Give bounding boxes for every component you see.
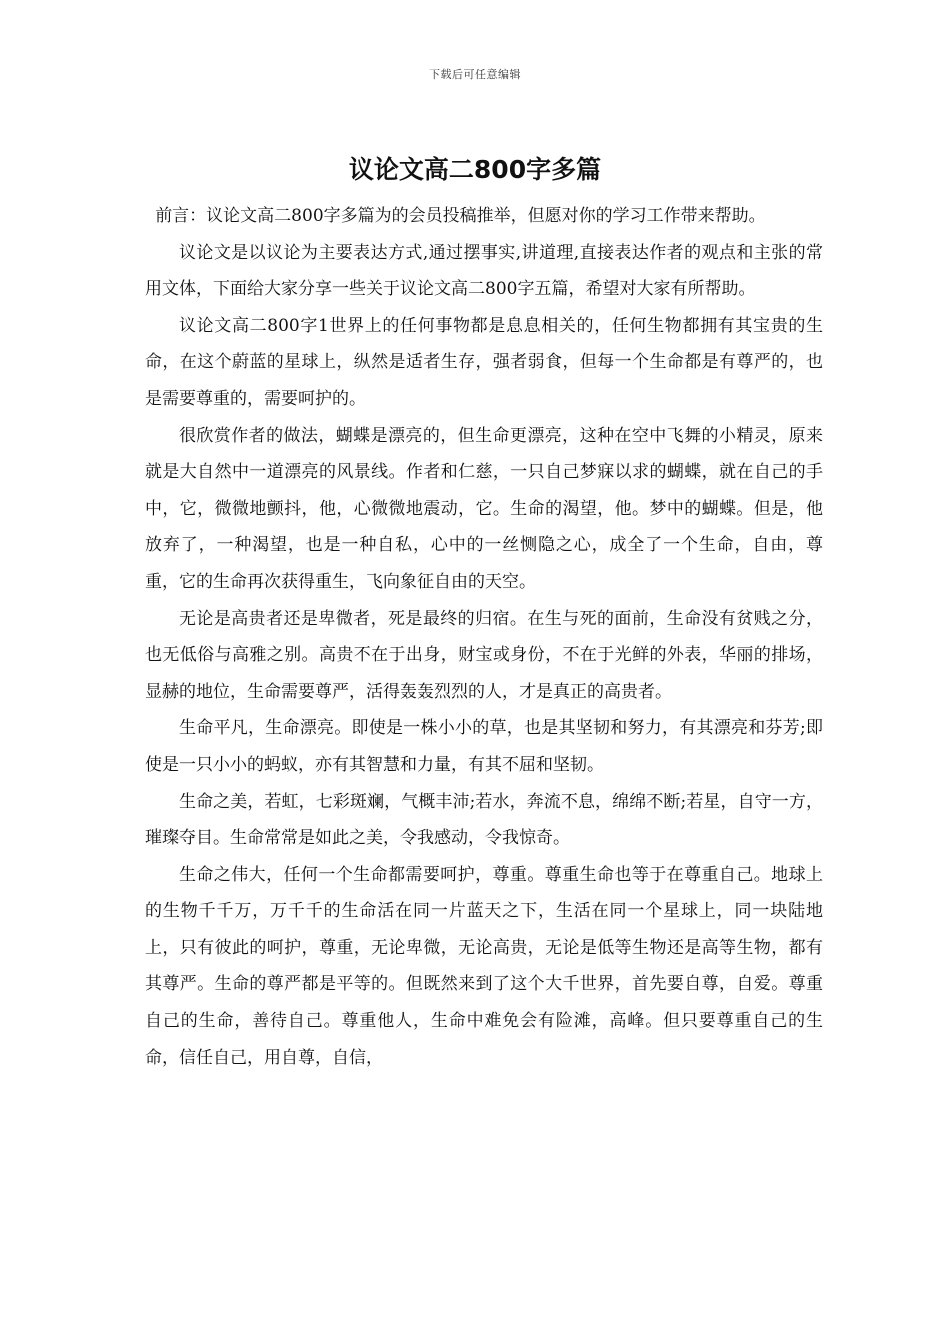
header-note: 下载后可任意编辑: [429, 68, 521, 81]
document-title: 议论文高二800字多篇: [348, 155, 602, 184]
body-paragraph: 生命平凡，生命漂亮。即使是一株小小的草，也是其坚韧和努力，有其漂亮和芬芳;即使是一只小小的蚂蚁，亦有其智慧和力量，有其不屈和坚韧。: [145, 718, 823, 775]
body-paragraph: 议论文是以议论为主要表达方式,通过摆事实,讲道理,直接表达作者的观点和主张的常用文体，下面给大家分享一些关于议论文高二800字五篇，希望对大家有所帮助。: [145, 242, 823, 300]
body-paragraph: 无论是高贵者还是卑微者，死是最终的归宿。在生与死的面前，生命没有贫贱之分，也无低俗与高雅之别。高贵不在于出身，财宝或身份，不在于光鲜的外表，华丽的排场，显赫的地位，生命需要尊严，活得轰轰烈烈的人，才是真正的高贵者。: [145, 608, 823, 702]
document-body: [145, 198, 823, 1076]
body-paragraph: 议论文高二800字1世界上的任何事物都是息息相关的，任何生物都拥有其宝贵的生命，在这个蔚蓝的星球上，纵然是适者生存，强者弱食，但每一个生命都是有尊严的，也是需要尊重的，需要呵护的。: [145, 315, 823, 409]
body-paragraph: 生命之伟大，任何一个生命都需要呵护，尊重。尊重生命也等于在尊重自己。地球上的生物千千万，万千千的生命活在同一片蓝天之下，生活在同一个星球上，同一块陆地上，只有彼此的呵护，尊重，无论卑微，无论高贵，无论是低等生物还是高等生物，都有其尊严。生命的尊严都是平等的。但既然来到了这个大千世界，首先要自尊，自爱。尊重自己的生命，善待自己。尊重他人，生命中难免会有险滩，高峰。但只要尊重自己的生命，信任自己，用自尊，自信，: [145, 864, 823, 1068]
preface-paragraph: 前言：议论文高二800字多篇为的会员投稿推举，但愿对你的学习工作带来帮助。: [155, 206, 766, 226]
body-paragraph: 生命之美，若虹，七彩斑斓，气概丰沛;若水，奔流不息，绵绵不断;若星，自守一方，璀璨夺目。生命常常是如此之美，令我感动，令我惊奇。: [145, 791, 823, 849]
body-paragraph: 很欣赏作者的做法，蝴蝶是漂亮的，但生命更漂亮，这种在空中飞舞的小精灵，原来就是大自然中一道漂亮的风景线。作者和仁慈，一只自己梦寐以求的蝴蝶，就在自己的手中，它，微微地颤抖，他，心微微地震动，它。生命的渴望，他。梦中的蝴蝶。但是，他放弃了，一种渴望，也是一种自私，心中的一丝恻隐之心，成全了一个生命，自由，尊重，它的生命再次获得重生，飞向象征自由的天空。: [145, 425, 823, 592]
